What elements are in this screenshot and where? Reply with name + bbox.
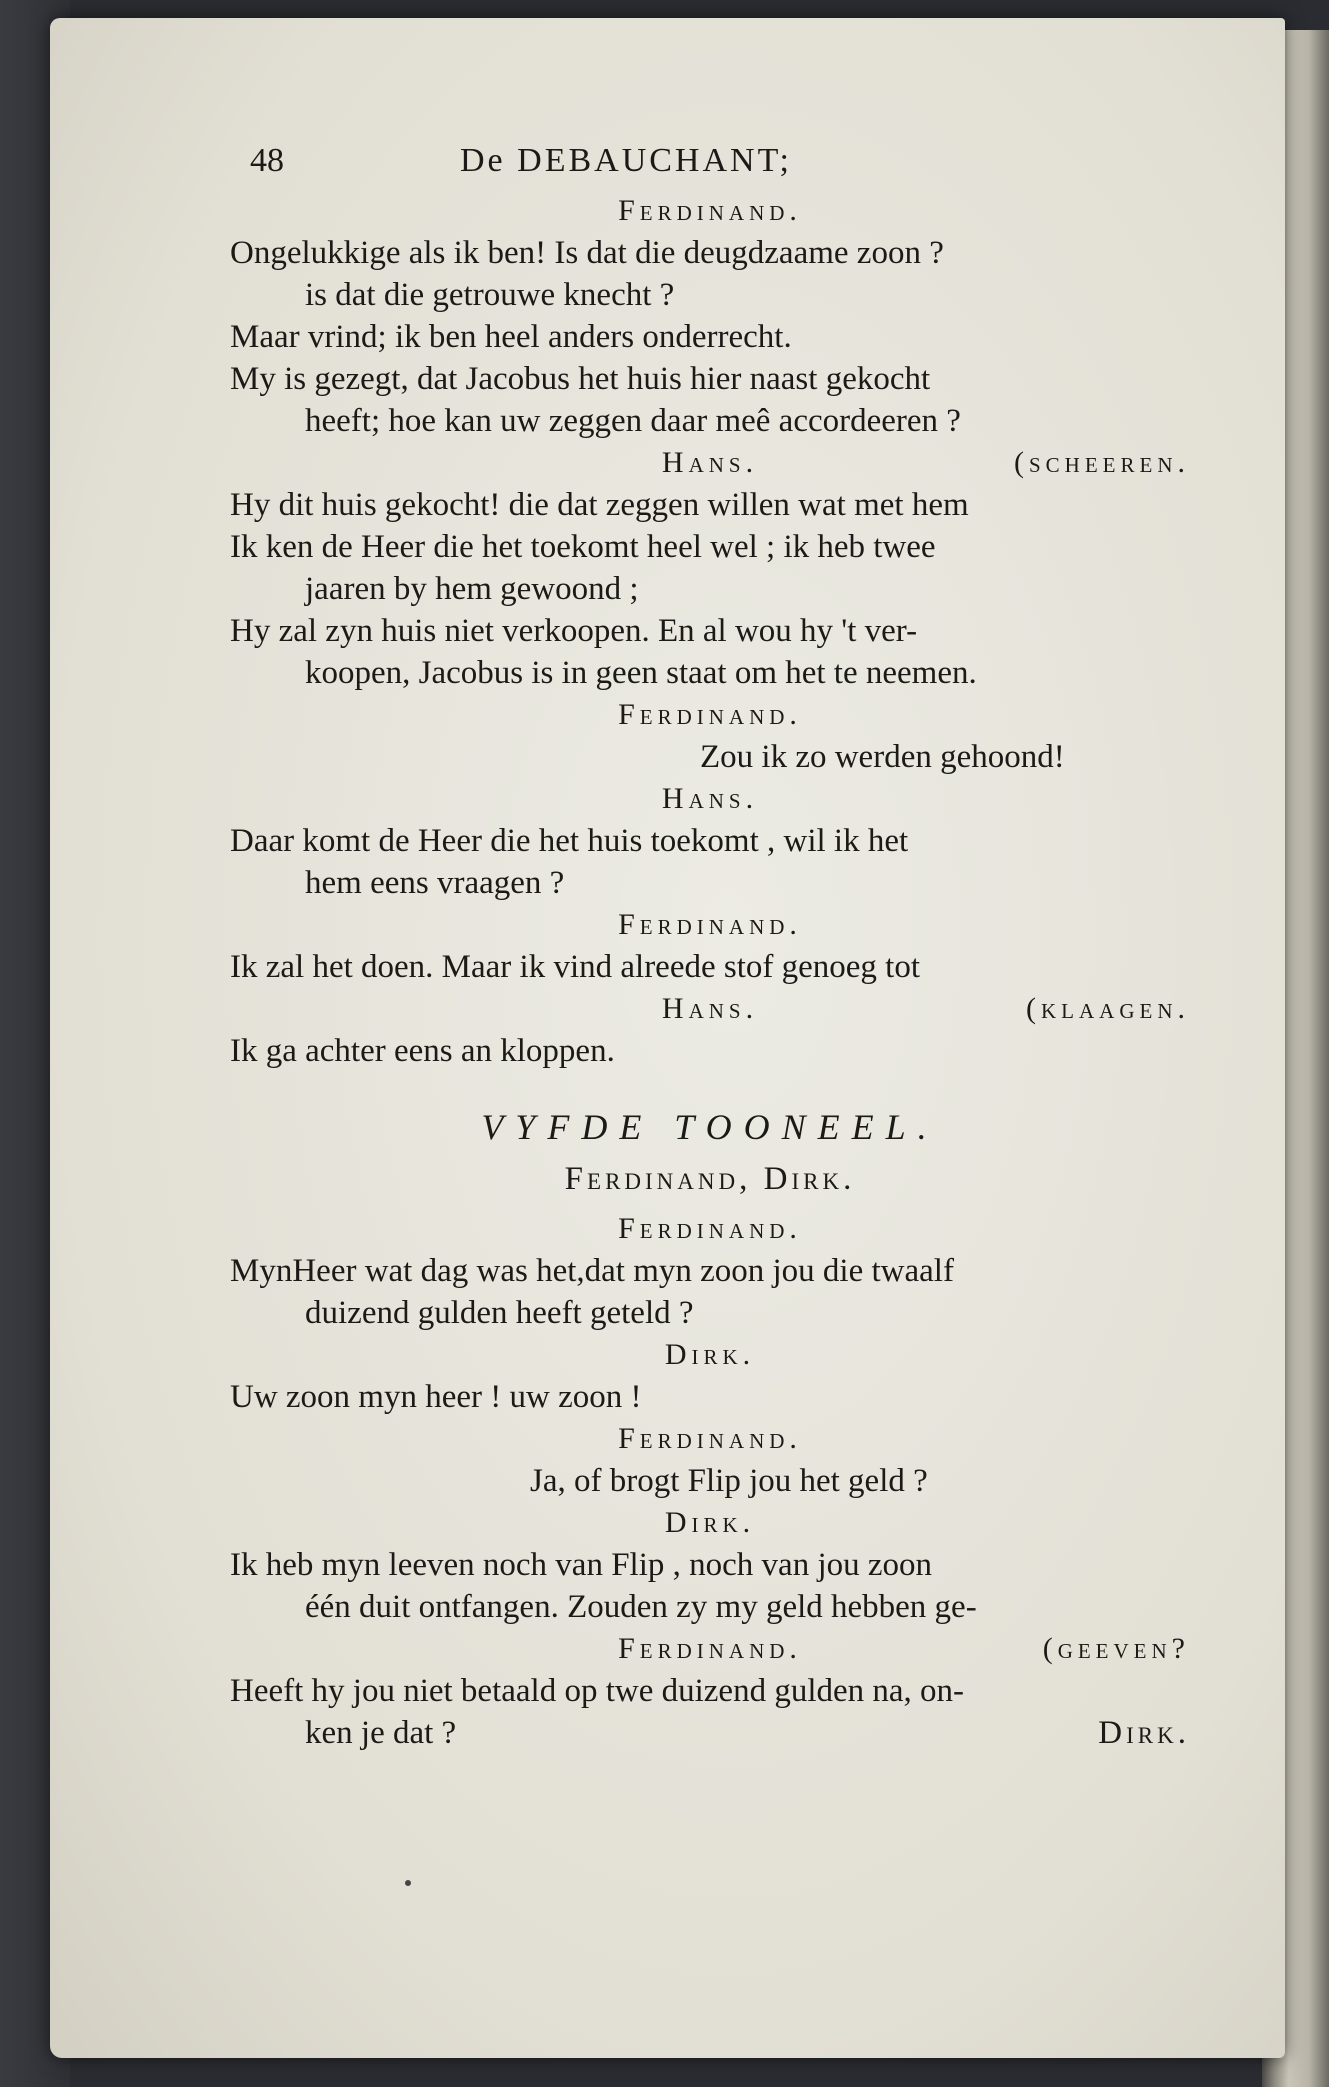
verse-line: Uw zoon myn heer ! uw zoon ! (230, 1379, 642, 1415)
verse-line: My is gezegt, dat Jacobus het huis hier naast gekocht (230, 361, 931, 397)
verse-line: Ongelukkige als ik ben! Is dat die deugdzaame zoon ? (230, 235, 944, 271)
verse-line: koopen, Jacobus is in geen staat om het te neemen. (305, 655, 977, 691)
turnover-word: (scheeren. (1014, 446, 1190, 479)
verse-line: heeft; hoe kan uw zeggen daar meê accordeeren ? (305, 403, 961, 439)
speaker-label: Ferdinand. (618, 1632, 802, 1665)
verse-line: Ja, of brogt Flip jou het geld ? (530, 1463, 928, 1499)
running-header (230, 140, 1190, 190)
verse-line: Hy dit huis gekocht! die dat zeggen willen wat met hem (230, 487, 969, 523)
verse-line: één duit ontfangen. Zouden zy my geld hebben ge- (305, 1589, 977, 1625)
verse-line: Ik zal het doen. Maar ik vind alreede stof genoeg tot (230, 949, 921, 985)
speaker-label-with-turnover (230, 442, 1190, 484)
verse-line: Heeft hy jou niet betaald op twe duizend gulden na, on- (230, 1673, 965, 1709)
verse-line: jaaren by hem gewoond ; (305, 571, 639, 607)
verse-line: Ik ken de Heer die het toekomt heel wel ; ik heb twee (230, 529, 936, 565)
verse-line: Ik ga achter eens an kloppen. (230, 1033, 615, 1069)
speaker-label-with-turnover (230, 1628, 1190, 1670)
turnover-word: (klaagen. (1026, 992, 1190, 1025)
speaker-label: Hans. (661, 992, 759, 1025)
verse-line: hem eens vraagen ? (305, 865, 565, 901)
verse-line: Daar komt de Heer die het huis toekomt , wil ik het (230, 823, 909, 859)
speaker-label: Dirk. (664, 1338, 756, 1371)
speaker-label: Ferdinand. (618, 698, 802, 731)
ink-speck (405, 1880, 411, 1886)
verse-line: is dat die getrouwe knecht ? (305, 277, 675, 313)
verse-line: MynHeer wat dag was het,dat myn zoon jou die twaalf (230, 1253, 954, 1289)
verse-line: Hy zal zyn huis niet verkoopen. En al wou hy 't ver- (230, 613, 918, 649)
scene-title: VYFDE TOONEEL. (481, 1107, 939, 1147)
verse-line: duizend gulden heeft geteld ? (305, 1295, 694, 1331)
speaker-label: Ferdinand. (618, 908, 802, 941)
page-number: 48 (250, 142, 284, 179)
verse-line: Ik heb myn leeven noch van Flip , noch van jou zoon (230, 1547, 933, 1583)
verse-text: ken je dat ? (305, 1715, 457, 1751)
speaker-label: Ferdinand. (618, 1422, 802, 1455)
catchword: Dirk. (1098, 1715, 1190, 1751)
speaker-label: Ferdinand. (618, 194, 802, 227)
speaker-label: Ferdinand. (618, 1212, 802, 1245)
page-text (230, 140, 1190, 1754)
verse-line: Maar vrind; ik ben heel anders onderrecht. (230, 319, 792, 355)
speaker-label: Hans. (661, 446, 759, 479)
verse-line-with-catchword (230, 1712, 1190, 1754)
verse-line: Zou ik zo werden gehoond! (700, 739, 1065, 775)
speaker-label-with-turnover (230, 988, 1190, 1030)
running-head: De DEBAUCHANT; (460, 142, 792, 179)
scene-cast: Ferdinand, Dirk. (564, 1161, 856, 1197)
turnover-word: (geeven? (1042, 1632, 1190, 1665)
speaker-label: Dirk. (664, 1506, 756, 1539)
speaker-label: Hans. (661, 782, 759, 815)
